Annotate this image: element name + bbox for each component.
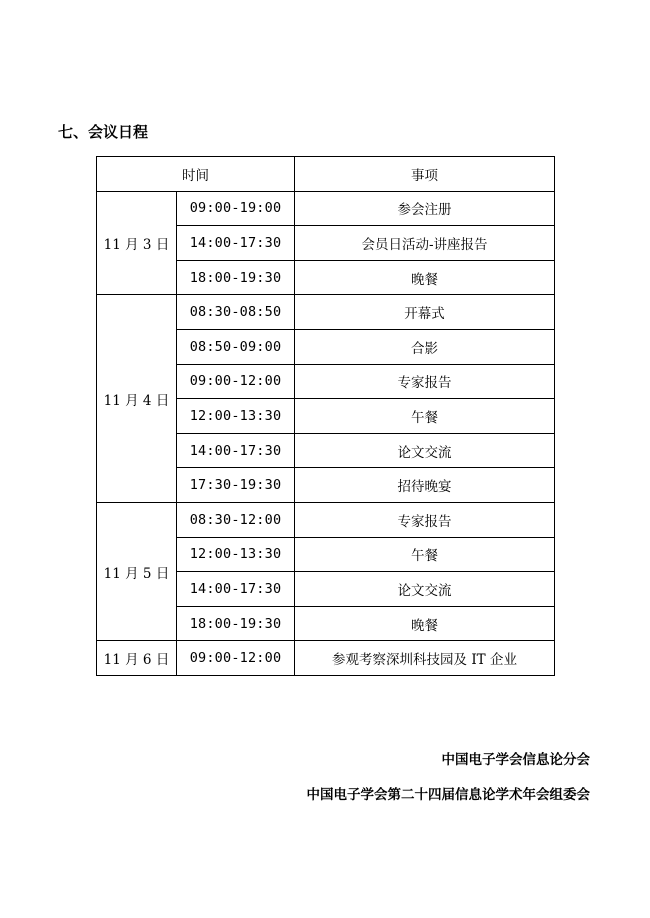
item-cell: 招待晚宴	[295, 468, 555, 503]
time-cell: 09:00-12:00	[177, 641, 295, 676]
item-cell: 论文交流	[295, 433, 555, 468]
item-cell: 开幕式	[295, 295, 555, 330]
table-header-row	[97, 157, 555, 192]
section-title: 七、会议日程	[58, 123, 149, 141]
item-cell: 会员日活动-讲座报告	[295, 226, 555, 261]
time-cell: 08:30-12:00	[177, 502, 295, 537]
item-cell: 午餐	[295, 399, 555, 434]
item-cell: 晚餐	[295, 260, 555, 295]
time-cell: 12:00-13:30	[177, 399, 295, 434]
date-cell: 11 月 4 日	[97, 295, 177, 503]
table-row	[97, 502, 555, 537]
time-cell: 09:00-12:00	[177, 364, 295, 399]
table-row	[97, 641, 555, 676]
table-row	[97, 295, 555, 330]
time-cell: 18:00-19:30	[177, 260, 295, 295]
time-cell: 09:00-19:00	[177, 191, 295, 226]
date-cell: 11 月 3 日	[97, 191, 177, 295]
schedule-table	[96, 156, 555, 676]
time-cell: 17:30-19:30	[177, 468, 295, 503]
signature-society: 中国电子学会信息论分会	[441, 752, 590, 768]
item-cell: 合影	[295, 329, 555, 364]
header-item: 事项	[295, 157, 555, 192]
header-time: 时间	[97, 157, 295, 192]
date-cell: 11 月 5 日	[97, 502, 177, 640]
time-cell: 14:00-17:30	[177, 433, 295, 468]
time-cell: 12:00-13:30	[177, 537, 295, 572]
item-cell: 晚餐	[295, 606, 555, 641]
signature-committee: 中国电子学会第二十四届信息论学术年会组委会	[306, 787, 590, 803]
item-cell: 参观考察深圳科技园及 IT 企业	[295, 641, 555, 676]
time-cell: 08:30-08:50	[177, 295, 295, 330]
time-cell: 14:00-17:30	[177, 572, 295, 607]
item-cell: 专家报告	[295, 364, 555, 399]
item-cell: 参会注册	[295, 191, 555, 226]
item-cell: 专家报告	[295, 502, 555, 537]
item-cell: 论文交流	[295, 572, 555, 607]
time-cell: 08:50-09:00	[177, 329, 295, 364]
date-cell: 11 月 6 日	[97, 641, 177, 676]
item-cell: 午餐	[295, 537, 555, 572]
time-cell: 18:00-19:30	[177, 606, 295, 641]
time-cell: 14:00-17:30	[177, 226, 295, 261]
table-row	[97, 191, 555, 226]
